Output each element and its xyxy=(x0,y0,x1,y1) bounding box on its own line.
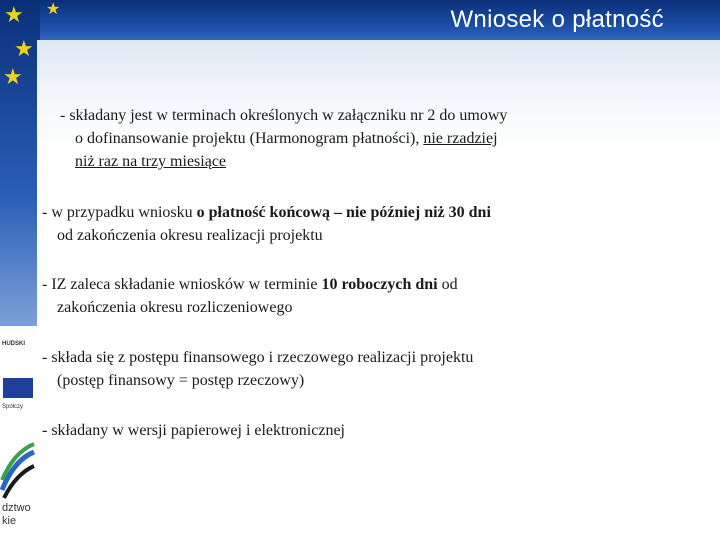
bullet-text: (postęp finansowy = postęp rzeczowy) xyxy=(57,372,305,389)
bullet-line xyxy=(42,296,458,319)
bullet-line xyxy=(42,273,458,296)
bullet-text: - składa się z postępu finansowego i rzeczowego realizacji projektu xyxy=(42,349,474,366)
bullet-paragraph xyxy=(42,273,458,319)
eu-star-icon: ★ xyxy=(4,2,24,27)
bullet-paragraph xyxy=(60,104,507,173)
region-logo-icon xyxy=(0,440,36,500)
logo-text-top: HUDSKI xyxy=(2,341,26,347)
bullet-text: niż raz na trzy miesiące xyxy=(75,153,227,170)
logo-text-bottom1: dztwo xyxy=(2,502,31,514)
bullet-text: nie rzadziej xyxy=(423,130,498,147)
bullet-line xyxy=(42,346,473,369)
bullet-line xyxy=(42,224,491,247)
bullet-text: zakończenia okresu rozliczeniowego xyxy=(57,299,293,316)
bullet-text: od zakończenia okresu realizacji projektu xyxy=(57,227,323,244)
bullet-text: od xyxy=(437,276,458,293)
bullet-line xyxy=(42,369,473,392)
logo-text-bottom2: kie xyxy=(2,515,17,527)
eu-star-icon: ★ xyxy=(14,36,34,61)
eu-flag-icon xyxy=(3,378,33,398)
logo-text-mid: Spółczy xyxy=(2,404,24,410)
bullet-text: - składany jest w terminach określonych w załączniku nr 2 do umowy xyxy=(60,107,508,124)
slide-title: Wniosek o płatność xyxy=(450,6,664,33)
bullet-line xyxy=(42,201,491,224)
bullet-text: o płatność końcową – nie później niż 30 dni xyxy=(196,204,491,221)
eu-star-icon: ★ xyxy=(3,64,23,89)
bullet-paragraph xyxy=(42,346,473,392)
bullet-text: o dofinansowanie projektu (Harmonogram płatności), xyxy=(75,130,424,147)
bullet-text: - w przypadku wniosku xyxy=(42,204,197,221)
bullet-line xyxy=(60,150,507,173)
bullet-paragraph xyxy=(42,419,345,442)
bullet-text: - składany w wersji papierowej i elektronicznej xyxy=(42,422,345,439)
bullet-line xyxy=(60,104,507,127)
bullet-text: 10 roboczych dni xyxy=(321,276,438,293)
eu-star-icon: ★ xyxy=(46,1,61,18)
bullet-line xyxy=(42,419,345,442)
bullet-paragraph xyxy=(42,201,491,247)
bullet-text: - IZ zaleca składanie wniosków w terminie xyxy=(42,276,322,293)
bullet-line xyxy=(60,127,507,150)
